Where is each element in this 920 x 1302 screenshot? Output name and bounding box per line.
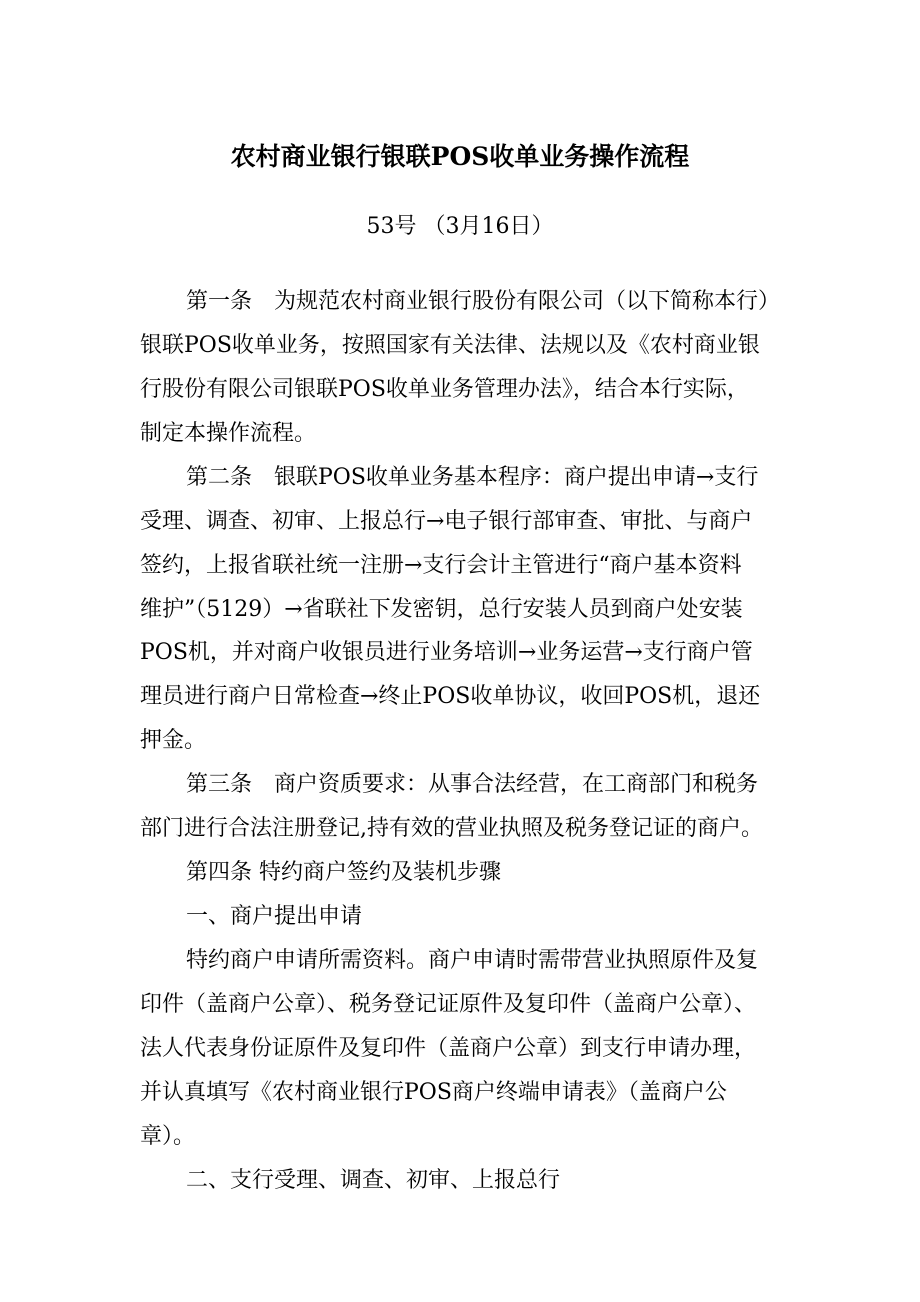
section-1-line-4: 并认真填写《农村商业银行POS商户终端申请表》（盖商户公	[140, 1080, 727, 1105]
article-2-line-7: 押金。	[140, 728, 207, 753]
article-4-heading: 第四条 特约商户签约及装机步骤	[186, 860, 501, 885]
article-2-line-5: POS机，并对商户收银员进行业务培训→业务运营→支行商户管	[140, 640, 753, 665]
article-2-line-6: 理员进行商户日常检查→终止POS收单协议，收回POS机，退还	[140, 684, 761, 709]
section-1-heading: 一、商户提出申请	[186, 904, 363, 929]
section-1-line-1: 特约商户申请所需资料。商户申请时需带营业执照原件及复	[186, 948, 759, 973]
section-1-line-2: 印件（盖商户公章）、税务登记证原件及复印件（盖商户公章）、	[140, 992, 757, 1017]
article-1-line-3: 行股份有限公司银联POS收单业务管理办法》，结合本行实际，	[140, 377, 749, 402]
article-2-line-3: 签约，上报省联社统一注册→支行会计主管进行“商户基本资料	[140, 553, 742, 578]
article-3-line-2: 部门进行合法注册登记,持有效的营业执照及税务登记证的商户。	[140, 816, 763, 841]
document-number-date: 53号 （3月16日）	[366, 214, 554, 239]
section-2-heading: 二、支行受理、调查、初审、上报总行	[186, 1168, 561, 1193]
article-1-line-4: 制定本操作流程。	[140, 421, 317, 446]
section-1-line-3: 法人代表身份证原件及复印件（盖商户公章）到支行申请办理，	[140, 1036, 757, 1061]
document-title: 农村商业银行银联POS收单业务操作流程	[230, 142, 690, 171]
section-1-line-5: 章）。	[140, 1124, 196, 1149]
article-1-line-1: 第一条 为规范农村商业银行股份有限公司（以下简称本行）	[186, 289, 781, 314]
article-1-line-2: 银联POS收单业务，按照国家有关法律、法规以及《农村商业银	[140, 333, 760, 358]
article-2-line-1: 第二条 银联POS收单业务基本程序：商户提出申请→支行	[186, 465, 759, 490]
article-3-line-1: 第三条 商户资质要求：从事合法经营，在工商部门和税务	[186, 772, 759, 797]
article-2-line-4: 维护”（5129）→省联社下发密钥，总行安装人员到商户处安装	[140, 597, 743, 622]
article-2-line-2: 受理、调查、初审、上报总行→电子银行部审查、审批、与商户	[140, 509, 753, 534]
